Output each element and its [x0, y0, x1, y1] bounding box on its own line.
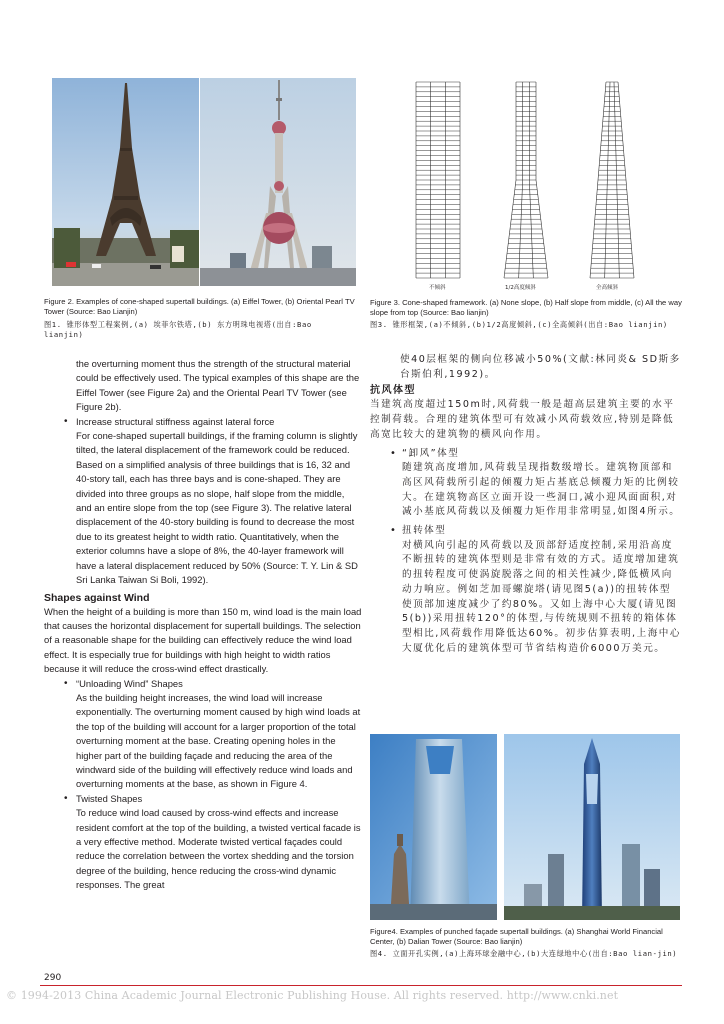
page-number: 290 [44, 973, 62, 983]
right-bullet-2 [390, 524, 682, 656]
figure4-photo-a [370, 734, 497, 920]
left-bullet-2-title: • “Unloading Wind” Shapes [64, 677, 362, 691]
copyright-footer: © 1994-2013 China Academic Journal Electronic Publishing House. All rights reserved. http://www.cnki.net [6, 989, 619, 1002]
left-bullet-1 [64, 415, 362, 588]
right-column [370, 353, 682, 656]
figure3-label-b: 1/2高度倾斜 [505, 285, 536, 291]
right-bullet-1 [390, 447, 682, 521]
figure3-diagram [412, 80, 672, 290]
right-heading-wind-shapes: 抗风体型 [370, 385, 416, 397]
left-column [44, 357, 362, 893]
shanghai-world-financial-center-illustration [370, 734, 497, 920]
left-bullet-2 [64, 677, 362, 792]
eiffel-tower-illustration [52, 78, 199, 286]
figure2-caption-en: Figure 2. Examples of cone-shaped supertall buildings. (a) Eiffel Tower, (b) Oriental Pearl TV Tower (Source: Bao Lianjin) [44, 297, 355, 316]
right-paragraph-1: 使40层框架的侧向位移减小50%(文献:林同炎& SD斯多台斯伯利,1992)。 [400, 354, 681, 380]
left-bullet-3 [64, 792, 362, 893]
left-bullet-1-title: • Increase structural stiffness against lateral force [64, 415, 362, 429]
footer-rule [40, 985, 682, 986]
right-paragraph-2: 当建筑高度超过150m时,风荷载一般是超高层建筑主要的水平控制荷载。合理的建筑体型可有效减小风荷载效应,特别是降低高宽比较大的建筑物的横风向作用。 [370, 399, 675, 440]
left-paragraph-1: the overturning moment thus the strength of the structural material could be effectively used. The typical examples of this shape are the Eiffel Tower (see Figure 2a) and the Oriental Pearl TV Tower (see Figure 2b). [76, 358, 360, 413]
right-bullet-1-body: 随建筑高度增加,风荷载呈现指数级增长。建筑物顶部和高区风荷载所引起的倾覆力矩占基底总倾覆力矩的比例较大。在建筑物高区立面开设一些洞口,减小迎风面面积,对减小基底风荷载以及倾覆力矩作用非常明显,如图4所示。 [402, 462, 681, 518]
left-bullet-3-title: • Twisted Shapes [64, 792, 362, 806]
figure2-photo-b [200, 78, 356, 286]
oriental-pearl-tower-illustration [200, 78, 356, 286]
frame-no-slope [416, 82, 460, 278]
figure4-caption-cn: 图4. 立面开孔实例,(a)上海环球金融中心,(b)大连绿地中心(出自:Bao lian-jin) [370, 949, 678, 958]
frame-full-slope [590, 82, 634, 278]
left-bullet-3-body: To reduce wind load caused by cross-wind effects and increase resident comfort at the top of the building, a twisted vertical facade is a very effective method. Moderate twisted vertical façades could reduce the correlation between the vortex shedding and the torsion degree of the building, hence reducing the cross-wind dynamic responses. The great [76, 807, 361, 891]
figure4-caption-en: Figure4. Examples of punched façade supertall buildings. (a) Shanghai World Financial Center, (b) Dalian Tower (Source: Bao lianjin) [370, 927, 663, 946]
figure2-caption-cn: 图1. 锥形体型工程案例,(a) 埃菲尔铁塔,(b) 东方明珠电视塔(出自:Bao lianjin) [44, 320, 312, 339]
figure3-label-c: 全高倾斜 [596, 285, 619, 291]
left-heading-shapes-against-wind: Shapes against Wind [44, 591, 150, 604]
left-bullet-2-body: As the building height increases, the wind load will increase exponentially. The overturning moment caused by high wind loads at the top of the building will account for a larger proportion of the total overturning moment at the base. Creating opening holes in the higher part of the building façade and reducing the area of the windward side of the building will effectively reduce wind loads and overturning moments at the base, as shown in Figure 4. [76, 691, 361, 790]
right-bullet-2-title: • 扭转体型 [390, 524, 682, 539]
figure3-label-a: 不倾斜 [429, 285, 446, 291]
left-paragraph-2: When the height of a building is more than 150 m, wind load is the main load that causes the horizontal displacement for supertall buildings. The selection of a reasonable shape for the building can effectively reduce the wind load effect. It is especially true for buildings with high height to width ratios because it will reduce the cross-wind effect drastically. [44, 605, 362, 675]
frame-half-slope [504, 82, 548, 278]
figure3-caption-en: Figure 3. Cone-shaped framework. (a) None slope, (b) Half slope from middle, (c) All the way slope from top (Source: Bao lianjin) [370, 298, 682, 317]
left-bullet-1-body: For cone-shaped supertall buildings, if the framing column is slightly tilted, the lateral displacement of the framework could be reduced. Based on a simplified analysis of three buildings that is 16, 32 and 40-story tall, each has three bays and is cone-shaped. They are divided into three groups as no slope, half slope from the middle, and an entire slope from the top (see Figure 3). The relative lateral displacement of the 40-story building is found to decrease the most due to its greatest height to width ratio. Quantitatively, when the exterior columns have a slope of 8%, the 40-layer framework will have a lateral displacement reduced by 50% (Source: T. Y. Lin & SD Sri Lanka Taiwan Si Boli, 1992). [76, 430, 358, 586]
figure2-photo-a [52, 78, 199, 286]
figure3-caption-cn: 图3. 锥形框架,(a)不倾斜,(b)1/2高度倾斜,(c)全高倾斜(出自:Bao lianjin) [370, 320, 668, 329]
figure4-photo-b [504, 734, 680, 920]
right-bullet-1-title: • “卸风”体型 [390, 447, 682, 462]
cone-framework-diagram [412, 80, 672, 290]
right-bullet-2-body: 对横风向引起的风荷载以及顶部舒适度控制,采用沿高度不断扭转的建筑体型则是非常有效的方式。适度增加建筑的扭转程度可使涡旋脱落之间的相关性减少,降低横风向动力响应。例如芝加哥螺旋塔(请见图5(a))的扭转体型使顶部加速度减少了约80%。又如上海中心大厦(请见图5(b))采用扭转120°的体型,与传统规则不扭转的箱体体型相比,风荷载作用降低达60%。初步估算表明,上海中心大厦优化后的建筑体型可节省结构造价6000万美元。 [402, 539, 681, 654]
dalian-tower-illustration [504, 734, 680, 920]
